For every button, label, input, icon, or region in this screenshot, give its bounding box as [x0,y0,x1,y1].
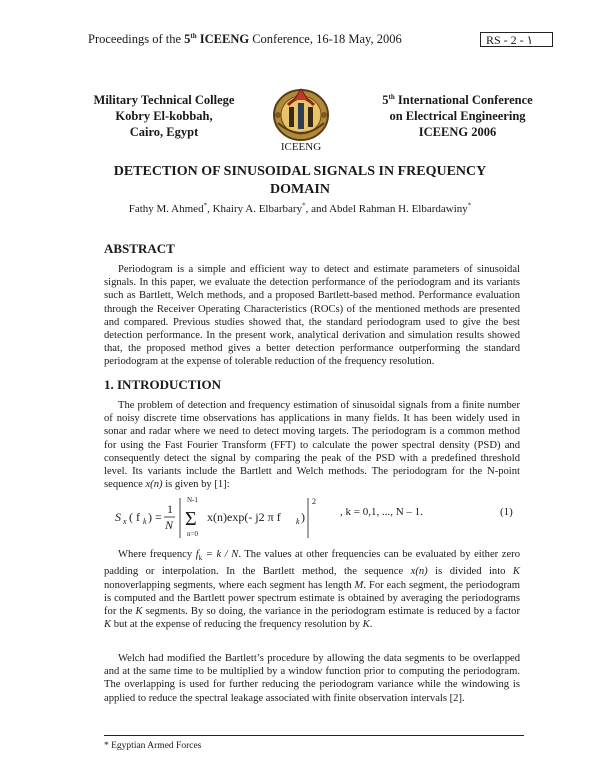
eq-lhs-s: S [115,510,121,524]
eq-body-sub-k: k [296,517,300,526]
intro-paragraph-2: Where frequency $f_k = k / N$. The values at other frequencies can be evaluated by either zero padding or interpolation. In the Bartlett method, the sequence x(n) is divided into K nonoverlapping segments, where each segment has length M. For each segment, the periodogram is computed and the Bartlett power spectrum estimate is obtained by averaging the periodograms for the K segments. By so doing, the variance in the periodogram estimate is reduced by a factor K but at the expense of reducing the frequency resolution by K. [104,549,520,631]
author-3: and Abdel Rahman H. Elbardawiny [311,203,468,215]
eq-sum-bottom: n=0 [187,530,198,538]
eq-body: x(n)exp(- j2 π f [207,510,281,524]
eq-k-range: , k = 0,1, ..., N – 1. [340,506,423,518]
abstract-paragraph: Periodogram is a simple and efficient way to detect and estimate parameters of sinusoidal signals. In this paper, we evaluate the detection performance of the periodogram and its variants such as Bartlett, Welch methods, and a proposed Bartlett-based method. Performance evaluation through the Receiver Operating Characteristics (ROCs) of the mentioned methods are presented and compared. Previous studies showed that, the standard periodogram used to give the best detection performance. In the present work, analytical derivation and simulation results showed that, the proposed method gives a better detection performance outperforming the standard periodogram at the expense of tolerable reduction of the frequency resolution. [104,264,520,368]
intro-paragraph-3: Welch had modified the Bartlett’s procedure by allowing the data segments to be overlapped and at the same time to be multiplied by a window function prior to computing the periodogram. The overlapping is used for further reducing the periodogram variance while the windowing is applied to reduce the spectral leakage associated with finite observation intervals [2]. [104,653,520,704]
periodogram-equation [115,494,525,542]
paper-title: DETECTION OF SINUSOIDAL SIGNALS IN FREQUENCY DOMAIN [113,164,487,197]
equation-number: (1) [500,506,513,518]
eq-lhs-arg: ( f [129,510,140,524]
paper-code-box: RS - 2 - ١ [480,32,553,47]
eq-sum-top: N-1 [187,496,198,504]
eq-frac-den: N [165,518,174,532]
eq-body-close: ) [301,510,305,524]
author-list: Fathy M. Ahmed*, Khairy A. Elbarbary*, and Abdel Rahman H. Elbardawiny* [128,201,472,215]
conference-affiliation: 5th International Conference on Electrical Engineering ICEENG 2006 [382,92,533,139]
author-1: Fathy M. Ahmed [128,203,204,215]
eq-sigma: Σ [185,508,197,530]
intro-paragraph-1: The problem of detection and frequency estimation of sinusoidal signals from a finite number of noisy discrete time observations has applications in many fields. It has been widely used in sonar and radar where we need to detect moving targets. The periodogram is a common method for using the Fast Fourier Transform (FFT) to calculate the power spectral density (PSD) and consequently detect the signal by comparing the peak of the PSD with a predefined threshold level. Its variants include the Bartlett and Welch methods. The periodogram for the N-point sequence x(n) is given by [1]: [104,400,520,491]
introduction-heading: 1. INTRODUCTION [104,377,222,392]
college-affiliation: Military Technical College Kobry El-kobbah, Cairo, Egypt [93,93,235,139]
proceedings-header: Proceedings of the 5th ICEENG Conference, 16-18 May, 2006 [88,31,402,46]
eq-lhs-close: ) = [148,510,162,524]
eq-lhs-sub-k: k [143,517,147,526]
eq-frac-num: 1 [167,502,173,516]
eq-lhs-sub-x: x [123,517,127,526]
footnote: * Egyptian Armed Forces [104,741,202,751]
footnote-divider [104,735,524,736]
author-2: Khairy A. Elbarbary [212,203,303,215]
iceeng-logo [258,85,344,159]
abstract-heading: ABSTRACT [104,241,175,256]
logo-caption: ICEENG [280,141,322,153]
eq-power: 2 [312,497,316,506]
